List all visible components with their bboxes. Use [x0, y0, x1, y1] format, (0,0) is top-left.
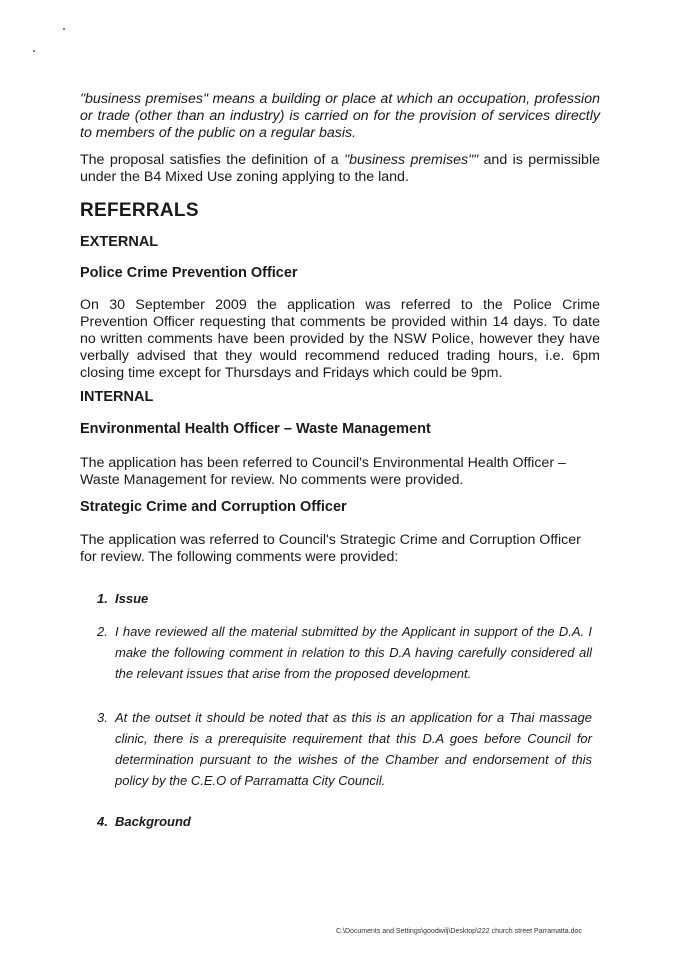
internal-heading: INTERNAL	[80, 389, 154, 405]
health-heading: Environmental Health Officer – Waste Management	[80, 421, 431, 437]
item-text: Issue	[115, 591, 149, 606]
item-number: 2.	[97, 624, 108, 639]
list-item	[97, 707, 592, 791]
proposal-text-after: and is permissible under the B4 Mixed Use zoning applying to the land.	[80, 152, 600, 185]
item-text: Background	[115, 814, 191, 829]
item-text: I have reviewed all the material submitted by the Applicant in support of the D.A. I make the following comment in relation to this D.A having carefully considered all the relevant issues that arise from the proposed development.	[115, 624, 592, 681]
police-heading: Police Crime Prevention Officer	[80, 265, 298, 281]
scan-speck	[63, 28, 65, 30]
footer-file-path: C:\Documents and Settings\goodwilj\Desktop\222 church street Parramatta.doc	[336, 928, 582, 935]
item-number: 1.	[97, 591, 108, 606]
list-item	[97, 588, 592, 609]
referrals-heading: REFERRALS	[80, 200, 199, 221]
item-number: 3.	[97, 710, 108, 725]
health-paragraph: The application has been referred to Council's Environmental Health Officer – Waste Management for review. No comments were provided.	[80, 455, 566, 488]
definition-paragraph: "business premises" means a building or place at which an occupation, profession or trade (other than an industry) is carried on for the provision of services directly to members of the public on a regular basis.	[80, 91, 600, 141]
proposal-paragraph	[80, 152, 600, 186]
police-paragraph: On 30 September 2009 the application was referred to the Police Crime Prevention Officer requesting that comments be provided within 14 days. To date no written comments have been provided by the NSW Police, however they have verbally advised that they would recommend reduced trading hours, i.e. 6pm closing time except for Thursdays and Fridays which could be 9pm.	[80, 297, 600, 381]
external-heading: EXTERNAL	[80, 234, 159, 250]
item-number: 4.	[97, 814, 108, 829]
scan-speck	[33, 50, 35, 52]
proposal-term: "business premises""	[344, 152, 479, 168]
item-text: At the outset it should be noted that as this is an application for a Thai massage clinic, there is a prerequisite requirement that this D.A goes before Council for determination pursuant to the wishes of the Chamber and endorsement of this policy by the C.E.O of Parramatta City Council.	[115, 710, 592, 788]
strategic-paragraph: The application was referred to Council's Strategic Crime and Corruption Officer for review. The following comments were provided:	[80, 532, 581, 565]
list-item	[97, 811, 592, 832]
list-item	[97, 621, 592, 684]
strategic-heading: Strategic Crime and Corruption Officer	[80, 499, 347, 515]
proposal-text-before: The proposal satisfies the definition of a	[80, 152, 345, 168]
